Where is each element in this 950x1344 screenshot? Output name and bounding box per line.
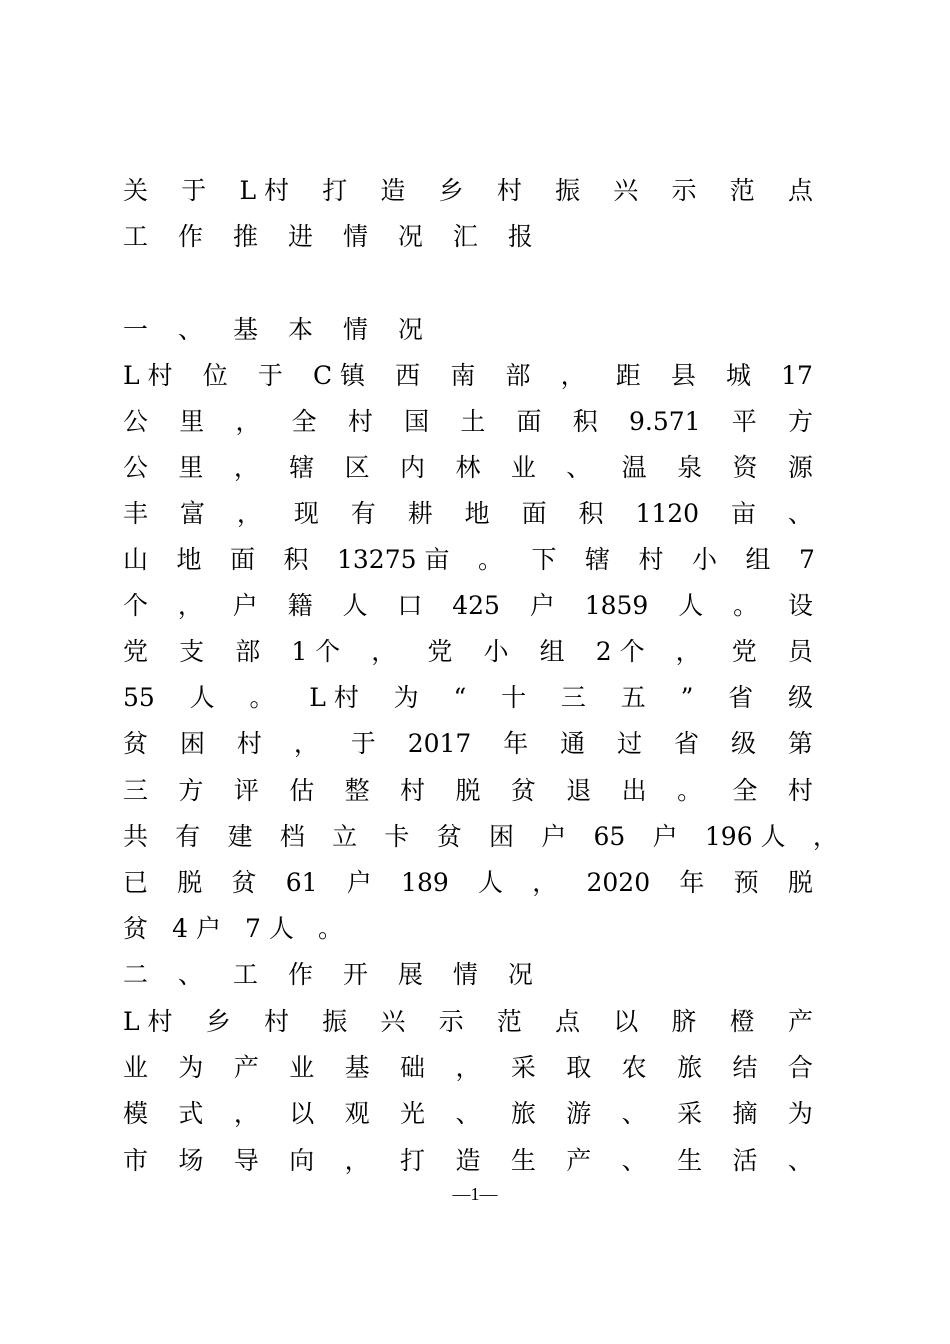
- text-token: 出: [621, 776, 647, 805]
- text-token: 卡: [384, 822, 410, 851]
- text-token: 13275 亩: [337, 545, 450, 574]
- text-token: 贫: [231, 868, 257, 897]
- text-token: 丰: [123, 499, 149, 528]
- text-token: 通: [560, 729, 586, 758]
- body-line: [123, 537, 815, 583]
- body-line: [123, 1138, 813, 1184]
- title-line: [123, 214, 533, 260]
- text-token: 支: [179, 637, 205, 666]
- text-token: 亩: [730, 499, 756, 528]
- text-token: 光: [400, 1099, 426, 1128]
- text-token: 况: [397, 222, 423, 251]
- text-token: 示: [671, 176, 697, 205]
- text-token: 林: [455, 453, 481, 482]
- text-token: 一: [123, 315, 149, 344]
- text-token: 级: [730, 729, 756, 758]
- text-token: 积: [283, 545, 309, 574]
- text-token: 进: [287, 222, 313, 251]
- text-token: 党: [427, 637, 453, 666]
- text-token: 2017: [407, 729, 472, 758]
- text-token: 基: [232, 315, 258, 344]
- text-token: 耕: [407, 499, 433, 528]
- text-token: ”: [680, 683, 694, 712]
- text-token: 、: [621, 1099, 647, 1128]
- text-token: 村: [347, 407, 373, 436]
- text-token: 17: [781, 361, 813, 390]
- text-token: 内: [400, 453, 426, 482]
- body-line: [123, 906, 343, 952]
- text-token: 村: [400, 776, 426, 805]
- text-token: 三: [123, 776, 149, 805]
- text-token: 关: [123, 176, 149, 205]
- text-token: 于: [350, 729, 376, 758]
- text-token: 人: [342, 591, 368, 620]
- text-token: 点: [787, 176, 813, 205]
- section-heading: [123, 307, 423, 353]
- text-token: 里: [178, 453, 204, 482]
- text-token: 整: [344, 776, 370, 805]
- text-token: 189: [401, 868, 449, 897]
- text-token: 情: [342, 315, 368, 344]
- text-token: 工: [232, 960, 258, 989]
- text-token: 年: [679, 868, 705, 897]
- text-token: 困: [488, 822, 514, 851]
- text-token: 造: [380, 176, 406, 205]
- text-token: 南: [450, 361, 476, 390]
- text-token: 贫: [510, 776, 536, 805]
- text-token: 2 个: [595, 637, 645, 666]
- text-token: 汇: [452, 222, 478, 251]
- text-token: 结: [732, 1053, 758, 1082]
- body-line: [123, 721, 813, 767]
- text-token: 人: [678, 591, 704, 620]
- text-token: 贫: [123, 729, 149, 758]
- text-token: 有: [350, 499, 376, 528]
- text-token: 国: [404, 407, 430, 436]
- text-token: 方: [787, 407, 813, 436]
- text-token: 退: [566, 776, 592, 805]
- text-token: 脐: [671, 1007, 697, 1036]
- text-token: ，: [177, 591, 203, 620]
- text-token: 合: [787, 1053, 813, 1082]
- text-token: ，: [344, 1146, 370, 1175]
- text-token: 部: [505, 361, 531, 390]
- text-token: 向: [289, 1146, 315, 1175]
- text-token: 距: [615, 361, 641, 390]
- text-token: 村: [787, 776, 813, 805]
- text-token: 以: [613, 1007, 639, 1036]
- text-token: 三: [560, 683, 586, 712]
- text-token: 全: [732, 776, 758, 805]
- text-token: 观: [344, 1099, 370, 1128]
- body-line: [123, 629, 813, 675]
- text-token: ，: [560, 361, 586, 390]
- text-token: 立: [332, 822, 358, 851]
- text-token: 员: [787, 637, 813, 666]
- text-token: 人: [478, 868, 504, 897]
- text-token: 辖: [584, 545, 610, 574]
- text-token: 、: [787, 499, 813, 528]
- text-token: 富: [179, 499, 205, 528]
- text-token: 7: [798, 545, 815, 574]
- text-token: 脱: [787, 868, 813, 897]
- text-token: 面: [521, 499, 547, 528]
- text-token: 、: [177, 960, 203, 989]
- text-token: 面: [230, 545, 256, 574]
- text-token: 第: [787, 729, 813, 758]
- text-token: 情: [452, 960, 478, 989]
- text-token: 橙: [729, 1007, 755, 1036]
- text-token: 脱: [177, 868, 203, 897]
- text-token: 组: [745, 545, 771, 574]
- title-line: [123, 168, 813, 214]
- text-token: 为: [178, 1053, 204, 1082]
- text-token: 资: [732, 453, 758, 482]
- body-line: [123, 445, 813, 491]
- body-line: [123, 768, 813, 814]
- text-token: 方: [178, 776, 204, 805]
- text-token: 示: [438, 1007, 464, 1036]
- body-line: [123, 399, 813, 445]
- text-token: 辖: [289, 453, 315, 482]
- text-token: 4 户: [172, 914, 221, 943]
- text-token: 平: [731, 407, 757, 436]
- text-token: ，: [532, 868, 558, 897]
- text-token: 部: [235, 637, 261, 666]
- text-token: 范: [729, 176, 755, 205]
- text-token: 小: [483, 637, 509, 666]
- text-token: 造: [455, 1146, 481, 1175]
- text-token: L 村: [309, 683, 359, 712]
- text-token: 范: [496, 1007, 522, 1036]
- text-token: 公: [123, 407, 149, 436]
- text-token: 为: [787, 1099, 813, 1128]
- text-token: 积: [572, 407, 598, 436]
- text-token: 公: [123, 453, 149, 482]
- section-heading: [123, 952, 533, 998]
- text-token: 过: [617, 729, 643, 758]
- text-token: 打: [400, 1146, 426, 1175]
- text-token: ，: [675, 637, 701, 666]
- text-token: 工: [123, 222, 149, 251]
- text-token: 196 人: [704, 822, 786, 851]
- text-token: 源: [787, 453, 813, 482]
- text-token: 以: [289, 1099, 315, 1128]
- text-token: 村: [236, 729, 262, 758]
- text-token: 为: [393, 683, 419, 712]
- text-token: 、: [621, 1146, 647, 1175]
- text-token: 二: [123, 960, 149, 989]
- text-token: 于: [257, 361, 283, 390]
- text-token: 。: [249, 683, 275, 712]
- text-token: 本: [287, 315, 313, 344]
- text-token: 振: [322, 1007, 348, 1036]
- text-token: 户: [346, 868, 372, 897]
- text-token: 十: [501, 683, 527, 712]
- text-token: 况: [507, 960, 533, 989]
- text-token: 个: [123, 591, 149, 620]
- text-token: 山: [123, 545, 149, 574]
- text-token: 9.571: [628, 407, 701, 436]
- text-token: ，: [293, 729, 319, 758]
- text-token: ，: [235, 407, 261, 436]
- text-token: 采: [510, 1053, 536, 1082]
- text-token: ，: [371, 637, 397, 666]
- text-token: 乡: [438, 176, 464, 205]
- text-token: 生: [510, 1146, 536, 1175]
- text-token: 。: [677, 776, 703, 805]
- text-token: 共: [123, 822, 149, 851]
- text-token: 61: [285, 868, 318, 897]
- text-token: 评: [233, 776, 259, 805]
- text-token: 旅: [677, 1053, 703, 1082]
- text-token: 地: [176, 545, 202, 574]
- text-token: 党: [123, 637, 149, 666]
- text-token: 人: [189, 683, 215, 712]
- text-token: 业: [510, 453, 536, 482]
- text-token: 村: [496, 176, 522, 205]
- page-number: —1—: [452, 1184, 498, 1204]
- text-token: 贫: [123, 914, 149, 943]
- text-token: 现: [293, 499, 319, 528]
- text-token: 地: [464, 499, 490, 528]
- text-token: 年: [503, 729, 529, 758]
- text-token: 建: [227, 822, 253, 851]
- body-line: [123, 675, 813, 721]
- text-token: 积: [578, 499, 604, 528]
- text-token: 活: [732, 1146, 758, 1175]
- text-token: 2020: [586, 868, 651, 897]
- text-token: 业: [123, 1053, 149, 1082]
- text-token: 况: [397, 315, 423, 344]
- text-token: 、: [787, 1146, 813, 1175]
- text-token: 、: [177, 315, 203, 344]
- text-token: 7 人: [245, 914, 294, 943]
- text-token: 估: [289, 776, 315, 805]
- text-token: “: [453, 683, 467, 712]
- text-token: 省: [728, 683, 754, 712]
- text-token: 全: [291, 407, 317, 436]
- text-token: 口: [397, 591, 423, 620]
- text-token: 困: [179, 729, 205, 758]
- text-token: 乡: [205, 1007, 231, 1036]
- text-token: 五: [620, 683, 646, 712]
- text-token: 小: [691, 545, 717, 574]
- body-line: [123, 999, 813, 1045]
- text-token: 兴: [613, 176, 639, 205]
- body-line: [123, 1045, 813, 1091]
- text-token: 产: [233, 1053, 259, 1082]
- text-token: 振: [555, 176, 581, 205]
- text-token: ，: [455, 1053, 481, 1082]
- text-token: 设: [787, 591, 813, 620]
- text-token: 于: [181, 176, 207, 205]
- text-token: 65: [593, 822, 626, 851]
- text-token: 土: [460, 407, 486, 436]
- text-token: 区: [344, 453, 370, 482]
- text-token: 导: [233, 1146, 259, 1175]
- text-token: L 村: [123, 1007, 173, 1036]
- text-token: 面: [516, 407, 542, 436]
- text-token: 取: [566, 1053, 592, 1082]
- text-token: 已: [123, 868, 149, 897]
- text-token: ，: [812, 822, 838, 851]
- text-token: 模: [123, 1099, 149, 1128]
- text-token: 市: [123, 1146, 149, 1175]
- text-token: 温: [621, 453, 647, 482]
- text-token: 采: [677, 1099, 703, 1128]
- text-token: 1120: [635, 499, 700, 528]
- text-token: 作: [287, 960, 313, 989]
- text-token: 村: [638, 545, 664, 574]
- body-line: [123, 1091, 813, 1137]
- text-token: L 村: [123, 361, 173, 390]
- text-token: 里: [179, 407, 205, 436]
- text-token: 1 个: [291, 637, 341, 666]
- text-token: 户: [529, 591, 555, 620]
- text-token: 档: [279, 822, 305, 851]
- text-token: 户: [652, 822, 678, 851]
- text-token: 摘: [732, 1099, 758, 1128]
- text-token: 。: [477, 545, 503, 574]
- text-token: 泉: [677, 453, 703, 482]
- text-token: 基: [344, 1053, 370, 1082]
- text-token: 籍: [287, 591, 313, 620]
- text-token: 兴: [380, 1007, 406, 1036]
- text-token: 点: [555, 1007, 581, 1036]
- body-line: [123, 860, 813, 906]
- text-token: ，: [233, 1099, 259, 1128]
- text-token: C 镇: [312, 361, 366, 390]
- text-token: 产: [566, 1146, 592, 1175]
- text-token: 脱: [455, 776, 481, 805]
- text-token: 游: [566, 1099, 592, 1128]
- text-token: 城: [726, 361, 752, 390]
- text-token: 贫: [436, 822, 462, 851]
- text-token: 省: [674, 729, 700, 758]
- text-token: ，: [233, 453, 259, 482]
- text-token: 础: [400, 1053, 426, 1082]
- text-token: 、: [455, 1099, 481, 1128]
- text-token: 1859: [584, 591, 649, 620]
- body-line: [123, 814, 838, 860]
- body-line: [123, 491, 813, 537]
- text-token: L 村: [239, 176, 289, 205]
- text-token: 业: [289, 1053, 315, 1082]
- body-line: [123, 353, 813, 399]
- text-token: 55: [123, 683, 155, 712]
- text-token: 位: [202, 361, 228, 390]
- text-token: 户: [541, 822, 567, 851]
- text-token: 下: [531, 545, 557, 574]
- text-token: 式: [178, 1099, 204, 1128]
- text-token: 级: [787, 683, 813, 712]
- text-token: 打: [322, 176, 348, 205]
- text-token: 、: [566, 453, 592, 482]
- text-token: 。: [317, 914, 343, 943]
- text-token: 党: [731, 637, 757, 666]
- text-token: 报: [507, 222, 533, 251]
- text-token: 作: [177, 222, 203, 251]
- text-token: 产: [787, 1007, 813, 1036]
- text-token: 展: [397, 960, 423, 989]
- text-token: 户: [232, 591, 258, 620]
- text-token: 村: [263, 1007, 289, 1036]
- text-token: 情: [342, 222, 368, 251]
- text-token: 生: [677, 1146, 703, 1175]
- text-token: ，: [236, 499, 262, 528]
- text-token: 场: [178, 1146, 204, 1175]
- text-token: 推: [232, 222, 258, 251]
- text-token: 西: [395, 361, 421, 390]
- text-token: 425: [452, 591, 500, 620]
- text-token: 。: [733, 591, 759, 620]
- body-line: [123, 583, 813, 629]
- text-token: 有: [175, 822, 201, 851]
- text-token: 开: [342, 960, 368, 989]
- text-token: 农: [621, 1053, 647, 1082]
- text-token: 旅: [510, 1099, 536, 1128]
- text-token: 预: [733, 868, 759, 897]
- text-token: 县: [670, 361, 696, 390]
- text-token: 组: [539, 637, 565, 666]
